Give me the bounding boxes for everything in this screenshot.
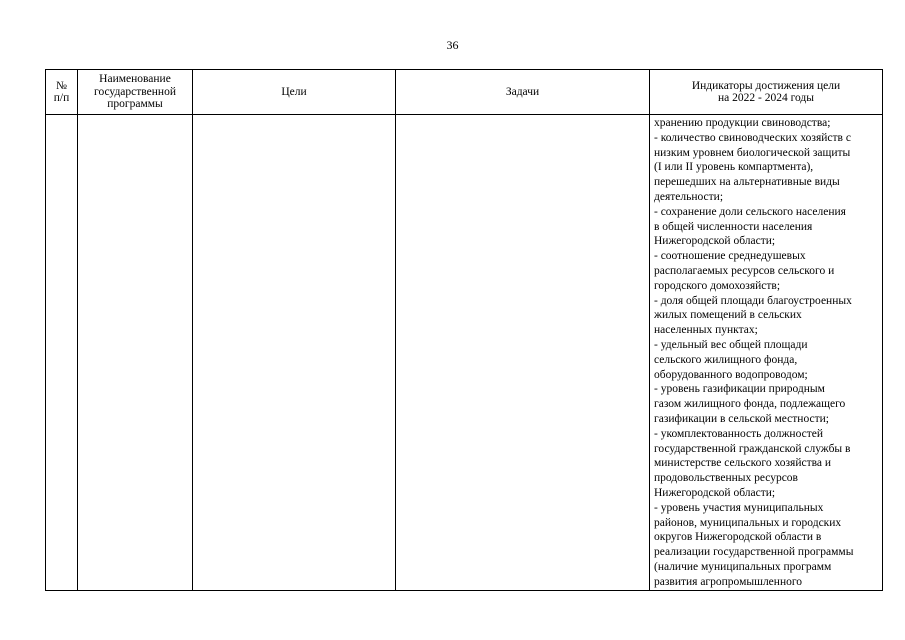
indicator-line: - укомплектованность должностей bbox=[654, 427, 824, 440]
indicator-line: - соотношение среднедушевых bbox=[654, 250, 806, 263]
cell-num bbox=[46, 115, 78, 591]
indicator-line: - сохранение доли сельского населения bbox=[654, 205, 846, 218]
indicator-line: жилых помещений в сельских bbox=[654, 309, 802, 322]
header-program-line-2: государственной bbox=[94, 85, 176, 98]
header-tasks-line-1: Задачи bbox=[505, 85, 540, 98]
indicator-line: перешедших на альтернативные виды bbox=[654, 176, 840, 189]
indicator-line: округов Нижегородской области в bbox=[654, 531, 822, 544]
header-indicators-line-2: на 2022 - 2024 годы bbox=[717, 92, 814, 104]
cell-tasks bbox=[396, 115, 650, 591]
indicator-line: - доля общей площади благоустроенных bbox=[654, 294, 852, 307]
indicator-line: Нижегородской области; bbox=[654, 235, 776, 248]
indicator-line: сельского жилищного фонда, bbox=[654, 353, 798, 366]
indicator-line: - удельный вес общей площади bbox=[654, 338, 808, 351]
indicator-line: деятельности; bbox=[654, 190, 724, 203]
indicator-line: в общей численности населения bbox=[654, 220, 813, 233]
indicator-line: Нижегородской области; bbox=[654, 486, 776, 499]
indicator-line: - уровень участия муниципальных bbox=[654, 501, 824, 514]
indicator-line: государственной гражданской службы в bbox=[654, 442, 851, 455]
indicator-line: районов, муниципальных и городских bbox=[654, 516, 842, 529]
indicator-line: продовольственных ресурсов bbox=[654, 472, 798, 485]
header-program-line-1: Наименование bbox=[99, 73, 171, 86]
indicator-line: развития агропромышленного bbox=[654, 575, 803, 588]
header-indicators bbox=[650, 70, 883, 115]
header-program bbox=[78, 70, 193, 115]
indicator-line: реализации государственной программы bbox=[654, 546, 854, 559]
header-program-line-3: программы bbox=[107, 98, 163, 111]
indicator-line: оборудованного водопроводом; bbox=[654, 368, 808, 381]
header-indicators-line-1: Индикаторы достижения цели bbox=[691, 79, 841, 92]
indicator-line: городского домохозяйств; bbox=[654, 279, 781, 292]
indicator-line: населенных пунктах; bbox=[654, 324, 758, 337]
header-num-line-1: № bbox=[56, 79, 67, 92]
header-num bbox=[46, 70, 78, 115]
indicator-line: газификации в сельской местности; bbox=[654, 412, 829, 425]
header-num-line-2: п/п bbox=[53, 92, 70, 104]
indicator-line: располагаемых ресурсов сельского и bbox=[654, 264, 835, 277]
programs-table bbox=[45, 69, 883, 591]
indicator-line: низким уровнем биологической защиты bbox=[654, 146, 851, 159]
page-number: 36 bbox=[446, 38, 459, 52]
indicator-line: министерстве сельского хозяйства и bbox=[654, 457, 832, 470]
cell-program bbox=[78, 115, 193, 591]
indicator-line: (наличие муниципальных программ bbox=[654, 560, 832, 573]
indicator-line: - количество свиноводческих хозяйств с bbox=[654, 131, 851, 144]
header-goals bbox=[193, 70, 396, 115]
indicator-line: газом жилищного фонда, подлежащего bbox=[654, 398, 846, 411]
cell-goals bbox=[193, 115, 396, 591]
cell-indicators bbox=[650, 115, 883, 591]
indicator-line: - уровень газификации природным bbox=[654, 383, 825, 396]
table-row bbox=[46, 115, 883, 591]
header-tasks bbox=[396, 70, 650, 115]
table-header-row bbox=[46, 70, 883, 115]
header-goals-line-1: Цели bbox=[281, 85, 307, 98]
indicator-line: (I или II уровень компартмента), bbox=[654, 161, 814, 174]
indicator-line: хранению продукции свиноводства; bbox=[654, 117, 831, 129]
